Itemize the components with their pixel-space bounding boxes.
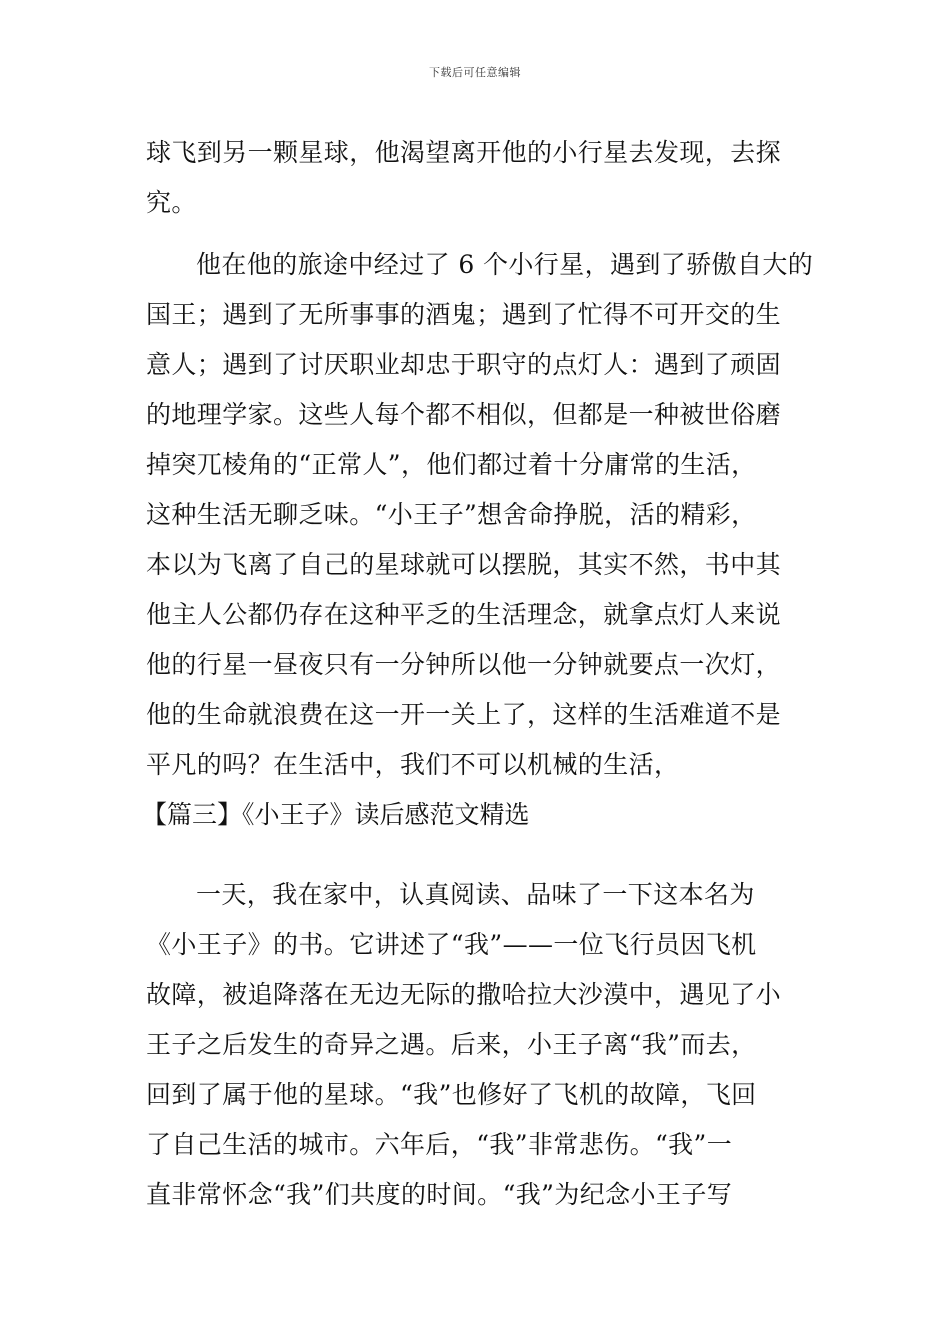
- text-line: 本以为飞离了自己的星球就可以摆脱，其实不然，书中其: [146, 550, 782, 579]
- text-line: 这种生活无聊乏味。“小王子”想舍命挣脱，活的精彩，: [146, 500, 757, 529]
- page-header: 下载后可任意编辑: [429, 66, 521, 79]
- text-line: 国王；遇到了无所事事的酒鬼；遇到了忙得不可开交的生: [146, 300, 782, 329]
- paragraph: [146, 128, 806, 228]
- paragraph-spacer: [146, 228, 806, 240]
- text-line: 王子之后发生的奇异之遇。后来，小王子离“我”而去，: [146, 1030, 757, 1059]
- text-line: 意人；遇到了讨厌职业却忠于职守的点灯人：遇到了顽固: [146, 350, 782, 379]
- text-line: 球飞到另一颗星球，他渴望离开他的小行星去发现，去探: [146, 138, 782, 167]
- text-line: 的地理学家。这些人每个都不相似，但都是一种被世俗磨: [146, 400, 782, 429]
- text-line: 他主人公都仍存在这种平乏的生活理念，就拿点灯人来说: [146, 600, 782, 629]
- section-spacer: [146, 840, 806, 870]
- text-line: 他的生命就浪费在这一开一关上了，这样的生活难道不是: [146, 700, 782, 729]
- text-line: 直非常怀念“我”们共度的时间。“我”为纪念小王子写: [146, 1180, 733, 1209]
- document-body: [142, 128, 814, 1220]
- text-line: 故障，被追降落在无边无际的撒哈拉大沙漠中，遇见了小: [146, 980, 782, 1009]
- text-line: 掉突兀棱角的“正常人”，他们都过着十分庸常的生活，: [146, 450, 757, 479]
- paragraph: [146, 240, 814, 790]
- text-line: 了自己生活的城市。六年后，“我”非常悲伤。“我”一: [146, 1130, 733, 1159]
- text-line: 他在他的旅途中经过了 6 个小行星，遇到了骄傲自大的: [196, 250, 814, 279]
- text-line: 回到了属于他的星球。“我”也修好了飞机的故障，飞回: [146, 1080, 757, 1109]
- text-line: 究。: [146, 188, 197, 217]
- text-line: 一天，我在家中，认真阅读、品味了一下这本名为: [196, 880, 755, 909]
- text-line: 他的行星一昼夜只有一分钟所以他一分钟就要点一次灯，: [146, 650, 782, 679]
- section-title: 【篇三】《小王子》读后感范文精选: [142, 800, 530, 829]
- section-paragraph: [146, 870, 806, 1220]
- text-line: 《小王子》的书。它讲述了“我”——一位飞行员因飞机: [146, 930, 757, 959]
- text-line: 平凡的吗？在生活中，我们不可以机械的生活，: [146, 750, 680, 779]
